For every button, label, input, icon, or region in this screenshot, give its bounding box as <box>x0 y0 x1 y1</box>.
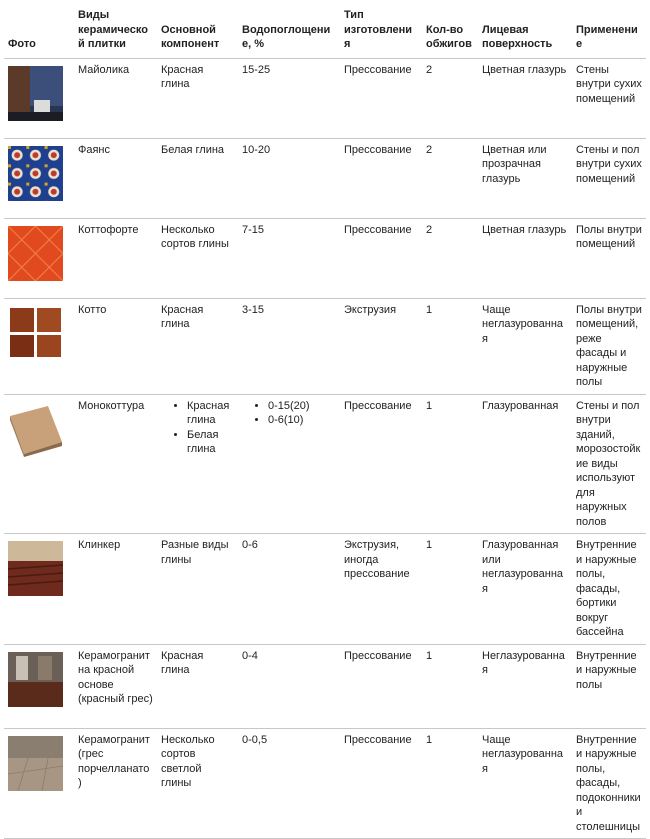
cell-manufacturing: Прессование <box>340 644 422 728</box>
table-row <box>4 58 646 138</box>
cell-surface: Глазурованная <box>478 394 572 534</box>
tile-photo-cotto <box>8 306 63 361</box>
photo-cell <box>4 728 74 839</box>
header-firings: Кол-во обжигов <box>422 4 478 58</box>
cell-firings: 1 <box>422 298 478 394</box>
cell-absorption: 0-6 <box>238 534 340 645</box>
photo-cell <box>4 58 74 138</box>
cell-usage: Стены и пол внутри зданий, морозостойкие виды используют для наружных полов <box>572 394 646 534</box>
cell-absorption <box>238 394 340 534</box>
cell-firings: 1 <box>422 534 478 645</box>
cell-firings: 2 <box>422 218 478 298</box>
cell-manufacturing: Прессование <box>340 394 422 534</box>
header-photo: Фото <box>4 4 74 58</box>
header-usage: Применение <box>572 4 646 58</box>
cell-manufacturing: Прессование <box>340 218 422 298</box>
cell-surface: Неглазурованная <box>478 644 572 728</box>
tile-photo-monocottura <box>8 402 63 457</box>
cell-type: Майолика <box>74 58 157 138</box>
table-row <box>4 218 646 298</box>
cell-manufacturing: Экструзия <box>340 298 422 394</box>
tile-photo-faience <box>8 146 63 201</box>
cell-firings: 2 <box>422 58 478 138</box>
cell-component: Несколько сортов светлой глины <box>157 728 238 839</box>
cell-manufacturing: Прессование <box>340 58 422 138</box>
cell-component: Красная глина <box>157 644 238 728</box>
cell-surface: Чаще неглазурованная <box>478 728 572 839</box>
header-manufacturing: Тип изготовления <box>340 4 422 58</box>
list-item: • Белая глина <box>187 428 234 457</box>
tile-photo-gres-porcellanato <box>8 736 63 791</box>
tile-photo-red-gres <box>8 652 63 707</box>
header-surface: Лицевая поверхность <box>478 4 572 58</box>
cell-surface: Глазурованная или неглазурованная <box>478 534 572 645</box>
cell-firings: 1 <box>422 728 478 839</box>
tile-photo-klinker <box>8 541 63 596</box>
table-row <box>4 298 646 394</box>
header-absorption: Водопоглощение, % <box>238 4 340 58</box>
cell-usage: Внутренние и наружные полы, фасады, бортики вокруг бассейна <box>572 534 646 645</box>
photo-cell <box>4 138 74 218</box>
list-item: • 0-6(10) <box>268 413 336 428</box>
list-item: • 0-15(20) <box>268 399 336 414</box>
header-row <box>4 4 646 58</box>
tile-photo-maiolica <box>8 66 63 121</box>
cell-component: Белая глина <box>157 138 238 218</box>
cell-surface: Цветная глазурь <box>478 58 572 138</box>
absorption-list <box>242 399 336 428</box>
cell-type: Монокоттура <box>74 394 157 534</box>
cell-component: Несколько сортов глины <box>157 218 238 298</box>
ceramic-tile-table <box>4 4 646 839</box>
cell-absorption: 0-4 <box>238 644 340 728</box>
cell-component: Красная глина <box>157 58 238 138</box>
cell-absorption: 3-15 <box>238 298 340 394</box>
cell-absorption: 10-20 <box>238 138 340 218</box>
header-component: Основной компонент <box>157 4 238 58</box>
table-row <box>4 534 646 645</box>
cell-usage: Полы внутри помещений, реже фасады и наружные полы <box>572 298 646 394</box>
cell-usage: Стены внутри сухих помещений <box>572 58 646 138</box>
cell-firings: 1 <box>422 394 478 534</box>
cell-absorption: 7-15 <box>238 218 340 298</box>
photo-cell <box>4 644 74 728</box>
cell-type: Керамогранит на красной основе (красный грес) <box>74 644 157 728</box>
cell-manufacturing: Прессование <box>340 728 422 839</box>
cell-manufacturing: Экструзия, иногда прессование <box>340 534 422 645</box>
cell-surface: Цветная глазурь <box>478 218 572 298</box>
cell-type: Клинкер <box>74 534 157 645</box>
cell-type: Коттофорте <box>74 218 157 298</box>
cell-surface: Чаще неглазурованная <box>478 298 572 394</box>
photo-cell <box>4 298 74 394</box>
cell-usage: Стены и пол внутри сухих помещений <box>572 138 646 218</box>
list-item: • Красная глина <box>187 399 234 428</box>
cell-usage: Внутренние и наружные полы, фасады, подоконники и столешницы <box>572 728 646 839</box>
cell-absorption: 15-25 <box>238 58 340 138</box>
cell-type: Керамогранит (грес порчелланато) <box>74 728 157 839</box>
cell-firings: 2 <box>422 138 478 218</box>
photo-cell <box>4 218 74 298</box>
cell-manufacturing: Прессование <box>340 138 422 218</box>
table-row <box>4 138 646 218</box>
table-row <box>4 728 646 839</box>
cell-usage: Внутренние и наружные полы <box>572 644 646 728</box>
cell-component <box>157 394 238 534</box>
component-list <box>161 399 234 457</box>
cell-usage: Полы внутри помещений <box>572 218 646 298</box>
cell-absorption: 0-0,5 <box>238 728 340 839</box>
cell-type: Фаянс <box>74 138 157 218</box>
tile-photo-cottoforte <box>8 226 63 281</box>
photo-cell <box>4 394 74 534</box>
cell-component: Красная глина <box>157 298 238 394</box>
cell-component: Разные виды глины <box>157 534 238 645</box>
cell-firings: 1 <box>422 644 478 728</box>
photo-cell <box>4 534 74 645</box>
table-row <box>4 394 646 534</box>
cell-type: Котто <box>74 298 157 394</box>
table-row <box>4 644 646 728</box>
cell-surface: Цветная или прозрачная глазурь <box>478 138 572 218</box>
header-type: Виды керамической плитки <box>74 4 157 58</box>
